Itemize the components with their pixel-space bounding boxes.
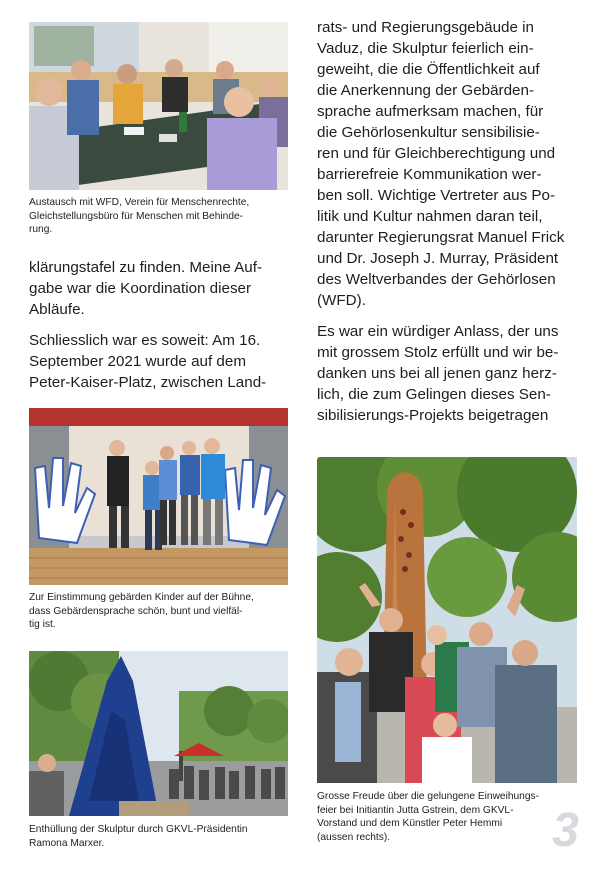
- meeting-caption: [29, 196, 291, 237]
- text-line: sibilisierungs-Projekts beigetragen: [317, 407, 549, 424]
- caption-line: dass Gebärdensprache schön, bunt und vielfäl-: [29, 605, 243, 617]
- text-line: barrierefreie Kommunikation wer-: [317, 166, 542, 183]
- caption-line: Grosse Freude über die gelungene Einweihungs-: [317, 791, 540, 802]
- unveiling-photo: [29, 651, 288, 816]
- right-paragraph-1: [317, 17, 577, 311]
- caption-line: Gleichstellungsbüro für Menschen mit Behinde-: [29, 210, 244, 222]
- text-line: die Gehörlosenkultur sensibilisie-: [317, 124, 540, 141]
- text-line: geweiht, die die Öffentlichkeit auf: [317, 61, 540, 78]
- caption-line: Austausch mit WFD, Verein für Menschenrechte,: [29, 197, 250, 208]
- caption-line: Enthüllung der Skulptur durch GKVL-Präsidentin: [29, 824, 248, 835]
- caption-line: tig ist.: [29, 619, 56, 630]
- children-stage-photo-icon: [29, 408, 288, 585]
- caption-line: Ramona Marxer.: [29, 837, 105, 849]
- text-line: rats- und Regierungsgebäude in: [317, 19, 534, 36]
- text-line: ren und für Gleichberechtigung und: [317, 145, 556, 162]
- right-body-text: [317, 17, 577, 426]
- page-number: 3: [552, 804, 579, 857]
- meeting-photo: [29, 22, 288, 190]
- text-line: September 2021 wurde auf dem: [29, 353, 246, 370]
- text-line: sprache aufmerksam machen, für: [317, 103, 544, 120]
- caption-line: Vorstand und dem Künstler Peter Hemmi: [317, 818, 503, 829]
- caption-line: feier bei Initiantin Jutta Gstrein, dem GKVL-: [317, 804, 514, 816]
- text-line: und Dr. Joseph J. Murray, Präsident: [317, 250, 559, 267]
- caption-line: rung.: [29, 224, 53, 235]
- text-line: des Weltverbandes der Gehörlosen: [317, 271, 556, 288]
- caption-line: (aussen rechts).: [317, 831, 391, 843]
- text-line: klärungstafel zu finden. Meine Auf-: [29, 259, 263, 276]
- text-line: Peter-Kaiser-Platz, zwischen Land-: [29, 374, 267, 391]
- text-line: danken uns bei all jenen ganz herz-: [317, 365, 557, 382]
- unveiling-caption: [29, 823, 299, 850]
- left-body-text: [29, 257, 289, 393]
- right-paragraph-2: [317, 321, 577, 426]
- children-stage-photo: [29, 408, 288, 585]
- children-caption: [29, 591, 291, 632]
- text-line: litik und Kultur nahmen daran teil,: [317, 208, 543, 225]
- text-line: mit grossem Stolz erfüllt und wir be-: [317, 344, 559, 361]
- text-line: Abläufe.: [29, 301, 85, 318]
- text-line: die Anerkennung der Gebärden-: [317, 82, 534, 99]
- text-line: (WFD).: [317, 292, 366, 309]
- unveiling-photo-icon: [29, 651, 288, 816]
- left-paragraph-1: [29, 257, 289, 320]
- text-line: darunter Regierungsrat Manuel Frick: [317, 229, 565, 246]
- group-caption: [317, 790, 579, 844]
- text-line: lich, die zum Gelingen dieses Sen-: [317, 386, 551, 403]
- text-line: Schliesslich war es soweit: Am 16.: [29, 332, 261, 349]
- text-line: Es war ein würdiger Anlass, der uns: [317, 323, 559, 340]
- text-line: gabe war die Koordination dieser: [29, 280, 252, 297]
- text-line: ben soll. Wichtige Vertreter aus Po-: [317, 187, 556, 204]
- text-line: Vaduz, die Skulptur feierlich ein-: [317, 40, 534, 57]
- caption-line: Zur Einstimmung gebärden Kinder auf der Bühne,: [29, 592, 254, 603]
- left-paragraph-2: [29, 330, 289, 393]
- meeting-photo-icon: [29, 22, 288, 190]
- group-sculpture-photo: [317, 457, 577, 783]
- group-sculpture-photo-icon: [317, 457, 577, 783]
